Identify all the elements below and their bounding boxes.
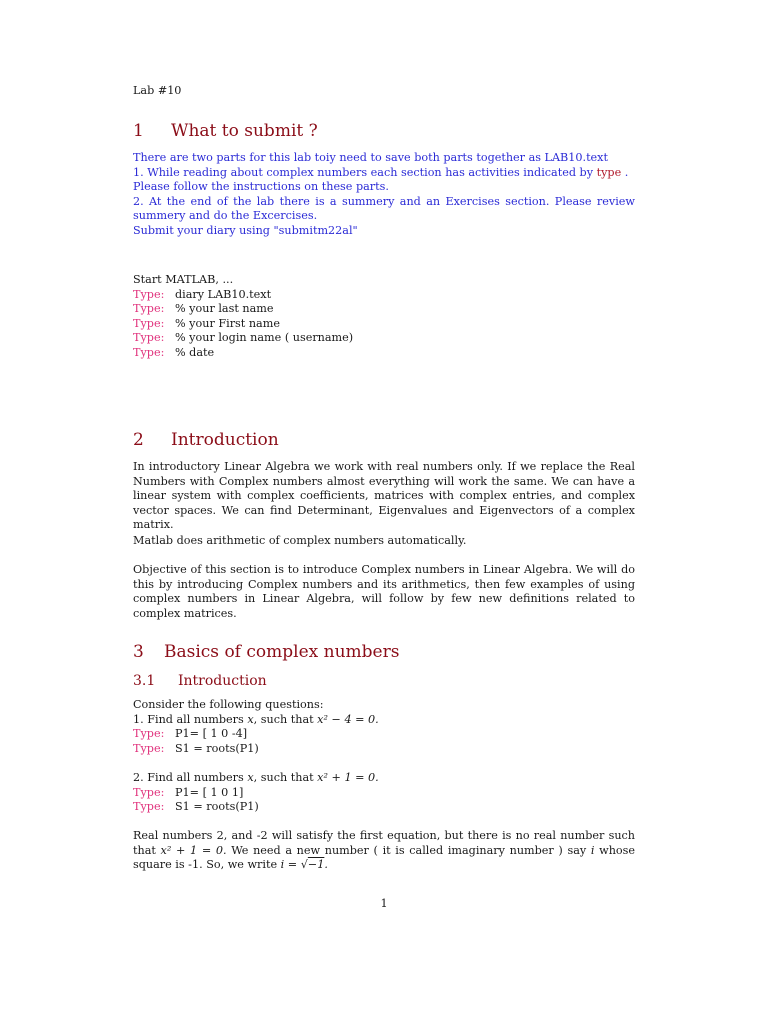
instruction-line: Please follow the instructions on these parts. [133,180,389,194]
equation: x² + 1 = 0. [160,843,227,857]
intro-paragraph-3: Objective of this section is to introduce Complex numbers in Linear Algebra. We will do this by introducing Complex numbers and its arithmetics, then few examples of using complex numbers in Linear Algebra, will follow by few new definitions related to complex matrices. [133,563,635,620]
type-keyword: Type: [133,741,165,755]
equation: i = √−1. [280,858,328,872]
section-2-heading [133,430,635,450]
type-keyword: type [596,165,622,179]
section-3-heading [133,642,635,662]
subsection-title: Introduction [178,673,267,689]
section-title: Introduction [171,430,279,450]
equation: x² + 1 = 0. [317,771,379,784]
type-keyword: Type: [133,800,165,814]
command-line: Type: P1= [ 1 0 1] [133,785,244,799]
type-keyword: Type: [133,302,165,316]
question-1: 1. Find all numbers x, such that x² − 4 = 0. [133,712,379,726]
command-line: Type: S1 = roots(P1) [133,800,259,814]
questions-block [133,698,635,756]
start-intro: Start MATLAB, ... [133,273,234,286]
type-keyword: Type: [133,316,165,330]
section-title: What to submit ? [171,121,318,141]
type-keyword: Type: [133,727,165,741]
type-keyword: Type: [133,331,165,345]
instruction-item-2: 2. At the end of the lab there is a summery and an Exercises section. Please review summery and do the Excercises. [133,194,635,223]
section-title: Basics of complex numbers [164,642,400,662]
intro-paragraph-1: In introductory Linear Algebra we work with real numbers only. If we replace the Real Numbers with Complex numbers almost everything will work the same. We can have a linear system with complex coefficients, matrices with complex entries, and complex vector spaces. We can find Determinant, Eigenvalues and Eigenvectors of a complex matrix. [133,460,635,532]
type-keyword: Type: [133,785,165,799]
type-keyword: Type: [133,287,165,301]
command-line: Type: % your login name ( username) [133,331,354,345]
start-block [133,273,635,361]
instruction-line: There are two parts for this lab toiy need to save both parts together as LAB10.text [133,151,608,164]
section-number: 2 [133,430,144,450]
equation: x² − 4 = 0. [317,712,379,726]
subsection-3-1-heading [133,673,635,690]
question-2: 2. Find all numbers x, such that x² + 1 = 0. [133,771,379,784]
command-line: Type: % your last name [133,302,274,316]
section-number: 1 [133,121,144,141]
command-line: Type: P1= [ 1 0 -4] [133,727,248,741]
command-line: Type: S1 = roots(P1) [133,741,259,755]
submit-command-line: Submit your diary using "submitm22al" [133,223,358,237]
imaginary-paragraph: Real numbers 2, and -2 will satisfy the first equation, but there is no real number such that x² + 1 = 0. We need a new number ( it is called imaginary number ) say i whose square is -1. So, we write i = √−1. [133,829,636,872]
type-keyword: Type: [133,345,165,359]
section-number: 3 [133,642,144,662]
command-line: Type: diary LAB10.text [133,287,272,301]
page-number: 1 [380,897,388,910]
instruction-item-1: 1. While reading about complex numbers each section has activities indicated by type . [133,165,629,179]
consider-line: Consider the following questions: [133,698,324,711]
questions-block-2 [133,771,635,815]
lab-label: Lab #10 [133,84,182,97]
subsection-number: 3.1 [133,673,156,689]
command-line: Type: % your First name [133,316,280,330]
command-line: Type: % date [133,345,215,359]
intro-paragraph-2: Matlab does arithmetic of complex numbers automatically. [133,534,467,547]
submit-instructions [133,151,635,239]
section-1-heading [133,121,635,141]
